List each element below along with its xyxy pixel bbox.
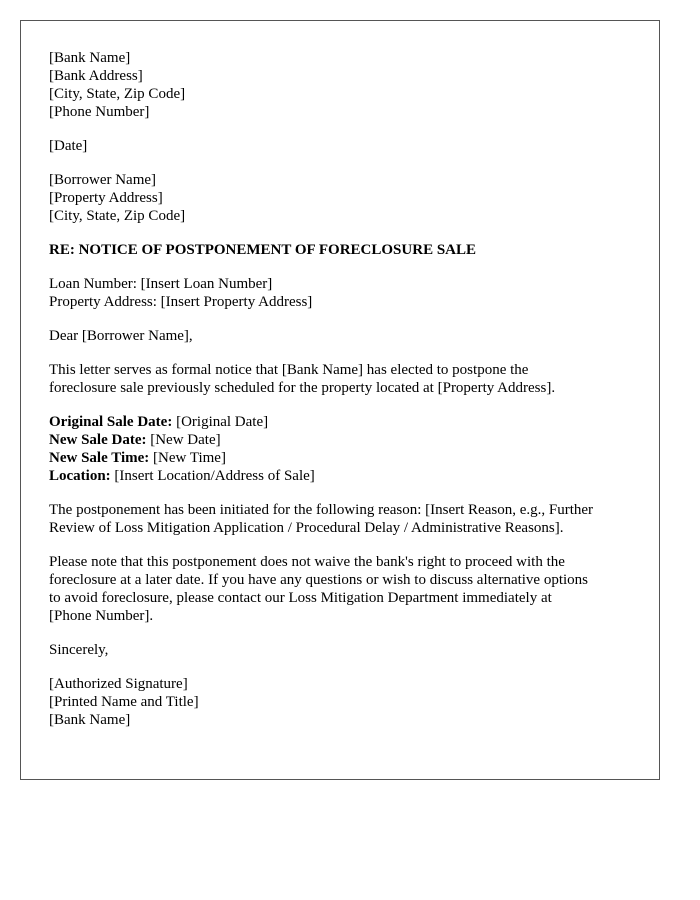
recipient-city-state-zip: [City, State, Zip Code] bbox=[49, 208, 186, 224]
date-text: [Date] bbox=[49, 138, 88, 154]
bank-address: [Bank Address] bbox=[49, 68, 143, 84]
detail-label: New Sale Date: bbox=[49, 432, 147, 448]
paragraph-line: Review of Loss Mitigation Application / Procedural Delay / Administrative Reasons]. bbox=[49, 520, 564, 536]
letter-page bbox=[20, 20, 660, 780]
original-sale-date-row bbox=[49, 413, 631, 431]
salutation-text: Dear [Borrower Name], bbox=[49, 328, 193, 344]
printed-name-title: [Printed Name and Title] bbox=[49, 694, 199, 710]
detail-value: [New Time] bbox=[149, 450, 226, 466]
paragraph-notice bbox=[49, 361, 631, 397]
new-sale-date-row bbox=[49, 431, 631, 449]
detail-value: [Insert Location/Address of Sale] bbox=[110, 468, 315, 484]
letter-date bbox=[49, 137, 631, 155]
detail-label: Original Sale Date: bbox=[49, 414, 173, 430]
paragraph-line: The postponement has been initiated for the following reason: [Insert Reason, e.g., Further bbox=[49, 502, 594, 518]
signature-bank-name: [Bank Name] bbox=[49, 712, 131, 728]
property-address-line: Property Address: [Insert Property Address] bbox=[49, 294, 313, 310]
bank-city-state-zip: [City, State, Zip Code] bbox=[49, 86, 186, 102]
paragraph-line: to avoid foreclosure, please contact our Loss Mitigation Department immediately at bbox=[49, 590, 552, 606]
paragraph-contact bbox=[49, 553, 631, 625]
reference-block bbox=[49, 275, 631, 311]
detail-value: [New Date] bbox=[146, 432, 221, 448]
location-row bbox=[49, 467, 631, 485]
paragraph-line: [Phone Number]. bbox=[49, 608, 154, 624]
subject-text: RE: NOTICE OF POSTPONEMENT OF FORECLOSURE SALE bbox=[49, 242, 477, 258]
bank-phone: [Phone Number] bbox=[49, 104, 150, 120]
closing bbox=[49, 641, 631, 659]
subject-line bbox=[49, 241, 631, 259]
detail-label: Location: bbox=[49, 468, 111, 484]
bank-name: [Bank Name] bbox=[49, 50, 131, 66]
paragraph-reason bbox=[49, 501, 631, 537]
salutation bbox=[49, 327, 631, 345]
new-sale-time-row bbox=[49, 449, 631, 467]
authorized-signature: [Authorized Signature] bbox=[49, 676, 188, 692]
sale-details bbox=[49, 413, 631, 485]
paragraph-line: This letter serves as formal notice that [Bank Name] has elected to postpone the bbox=[49, 362, 529, 378]
paragraph-line: foreclosure sale previously scheduled for the property located at [Property Address]. bbox=[49, 380, 556, 396]
borrower-name: [Borrower Name] bbox=[49, 172, 157, 188]
paragraph-line: Please note that this postponement does not waive the bank's right to proceed with the bbox=[49, 554, 565, 570]
recipient-property-address: [Property Address] bbox=[49, 190, 163, 206]
bank-header bbox=[49, 49, 631, 121]
closing-text: Sincerely, bbox=[49, 642, 109, 658]
detail-label: New Sale Time: bbox=[49, 450, 150, 466]
paragraph-line: foreclosure at a later date. If you have any questions or wish to discuss alternative options bbox=[49, 572, 589, 588]
loan-number-line: Loan Number: [Insert Loan Number] bbox=[49, 276, 273, 292]
signature-block bbox=[49, 675, 631, 729]
recipient-block bbox=[49, 171, 631, 225]
detail-value: [Original Date] bbox=[172, 414, 269, 430]
